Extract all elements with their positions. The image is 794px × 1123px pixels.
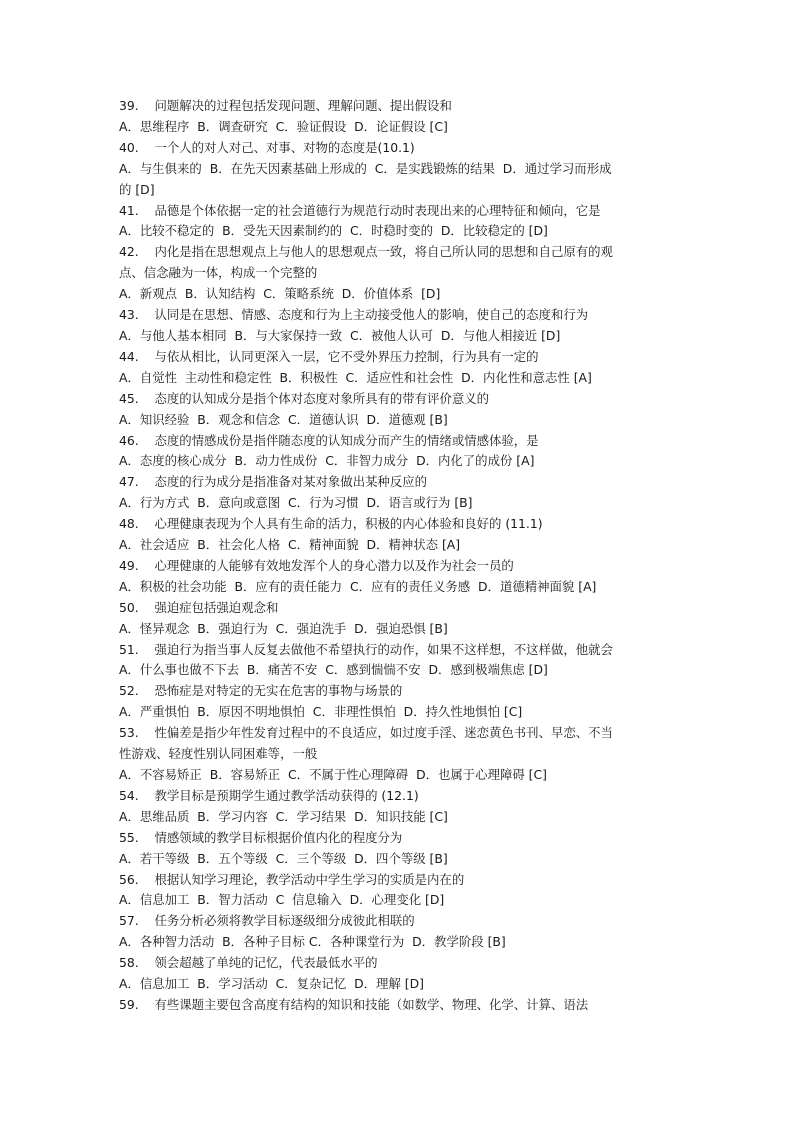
q40-options-cont: 的 [D] bbox=[119, 181, 155, 197]
q51-options: A．什么事也做不下去 B．痛苦不安 C．感到惴惴不安 D．感到极端焦虑 [D] bbox=[119, 662, 548, 678]
q51-stem: 51. 强迫行为指当事人反复去做他不希望执行的动作，如果不这样想，不这样做，他就会 bbox=[119, 641, 613, 657]
q57-options: A．各种智力活动 B．各种子目标 C．各种课堂行为 D．教学阶段 [B] bbox=[119, 934, 506, 950]
q53-stem-cont: 性游戏、轻度性别认同困难等，一般 bbox=[119, 746, 318, 762]
q47-options: A．行为方式 B．意向或意图 C．行为习惯 D．语言或行为 [B] bbox=[119, 495, 473, 511]
q49-options: A．积极的社会功能 B．应有的责任能力 C．应有的责任义务感 D．道德精神面貌 [A] bbox=[119, 578, 597, 594]
q56-stem: 56. 根据认知学习理论，教学活动中学生学习的实质是内在的 bbox=[119, 871, 465, 887]
q44-stem: 44. 与依从相比，认同更深入一层，它不受外界压力控制，行为具有一定的 bbox=[119, 348, 539, 364]
q45-options: A．知识经验 B．观念和信念 C．道德认识 D．道德观 [B] bbox=[119, 411, 448, 427]
q47-stem: 47. 态度的行为成分是指准备对某对象做出某种反应的 bbox=[119, 474, 428, 490]
q59-stem: 59. 有些课题主要包含高度有结构的知识和技能（如数学、物理、化学、计算、语法 bbox=[119, 996, 589, 1012]
q40-options: A．与生俱来的 B．在先天因素基础上形成的 C．是实践锻炼的结果 D．通过学习而形成 bbox=[119, 160, 612, 176]
q41-stem: 41. 品德是个体依据一定的社会道德行为规范行动时表现出来的心理特征和倾向，它是 bbox=[119, 202, 601, 218]
q50-options: A．怪异观念 B．强迫行为 C．强迫洗手 D．强迫恐惧 [B] bbox=[119, 620, 448, 636]
q52-stem: 52. 恐怖症是对特定的无实在危害的事物与场景的 bbox=[119, 683, 403, 699]
q55-stem: 55. 情感领域的教学目标根据价值内化的程度分为 bbox=[119, 829, 403, 845]
q48-options: A．社会适应 B．社会化人格 C．精神面貌 D．精神状态 [A] bbox=[119, 537, 461, 553]
q44-options: A．自觉性 主动性和稳定性 B．积极性 C．适应性和社会性 D．内化性和意志性 [A] bbox=[119, 369, 592, 385]
q56-options: A．信息加工 B．智力活动 C 信息输入 D．心理变化 [D] bbox=[119, 892, 445, 908]
q43-stem: 43. 认同是在思想、情感、态度和行为上主动接受他人的影响，使自己的态度和行为 bbox=[119, 307, 589, 323]
q42-options: A．新观点 B．认知结构 C．策略系统 D．价值体系 [D] bbox=[119, 286, 441, 302]
q53-options: A．不容易矫正 B．容易矫正 C．不属于性心理障碍 D．也属于心理障碍 [C] bbox=[119, 767, 547, 782]
q55-options: A．若干等级 B．五个等级 C．三个等级 D．四个等级 [B] bbox=[119, 850, 448, 866]
q40-stem: 40. 一个人的对人对己、对事、对物的态度是(10.1) bbox=[119, 139, 415, 155]
q52-options: A．严重惧怕 B．原因不明地惧怕 C．非理性惧怕 D．持久性地惧怕 [C] bbox=[119, 704, 523, 720]
q53-stem: 53. 性偏差是指少年性发育过程中的不良适应，如过度手淫、迷恋黄色书刊、早恋、不当 bbox=[119, 725, 613, 741]
q50-stem: 50. 强迫症包括强迫观念和 bbox=[119, 599, 279, 615]
q42-stem: 42. 内化是指在思想观点上与他人的思想观点一致，将自己所认同的思想和自己原有的观 bbox=[119, 244, 613, 260]
document-body bbox=[119, 96, 679, 1016]
q57-stem: 57. 任务分析必须将教学目标逐级细分成彼此相联的 bbox=[119, 913, 415, 929]
q41-options: A．比较不稳定的 B．受先天因素制约的 C．时稳时变的 D．比较稳定的 [D] bbox=[119, 223, 548, 239]
q48-stem: 48. 心理健康表现为个人具有生命的活力，积极的内心体验和良好的 (11.1) bbox=[119, 516, 543, 532]
q39-stem: 39. 问题解决的过程包括发现问题、理解问题、提出假设和 bbox=[119, 98, 452, 113]
q58-stem: 58. 领会超越了单纯的记忆，代表最低水平的 bbox=[119, 955, 378, 971]
q46-options: A．态度的核心成分 B．动力性成份 C．非智力成分 D．内化了的成份 [A] bbox=[119, 453, 535, 469]
q54-stem: 54. 教学目标是预期学生通过教学活动获得的 (12.1) bbox=[119, 787, 419, 803]
q58-options: A．信息加工 B．学习活动 C．复杂记忆 D．理解 [D] bbox=[119, 976, 424, 992]
q43-options: A．与他人基本相同 B．与大家保持一致 C．被他人认可 D．与他人相接近 [D] bbox=[119, 327, 561, 343]
q45-stem: 45. 态度的认知成分是指个体对态度对象所具有的带有评价意义的 bbox=[119, 390, 490, 406]
q42-stem-cont: 点、信念融为一体，构成一个完整的 bbox=[119, 265, 318, 281]
q49-stem: 49. 心理健康的人能够有效地发浑个人的身心潜力以及作为社会一员的 bbox=[119, 557, 514, 573]
q39-options: A．思维程序 B．调查研究 C．验证假设 D．论证假设 [C] bbox=[119, 118, 448, 134]
q46-stem: 46. 态度的情感成份是指伴随态度的认知成分而产生的情绪或情感体验，是 bbox=[119, 432, 539, 448]
q54-options: A．思维品质 B．学习内容 C．学习结果 D．知识技能 [C] bbox=[119, 808, 448, 824]
